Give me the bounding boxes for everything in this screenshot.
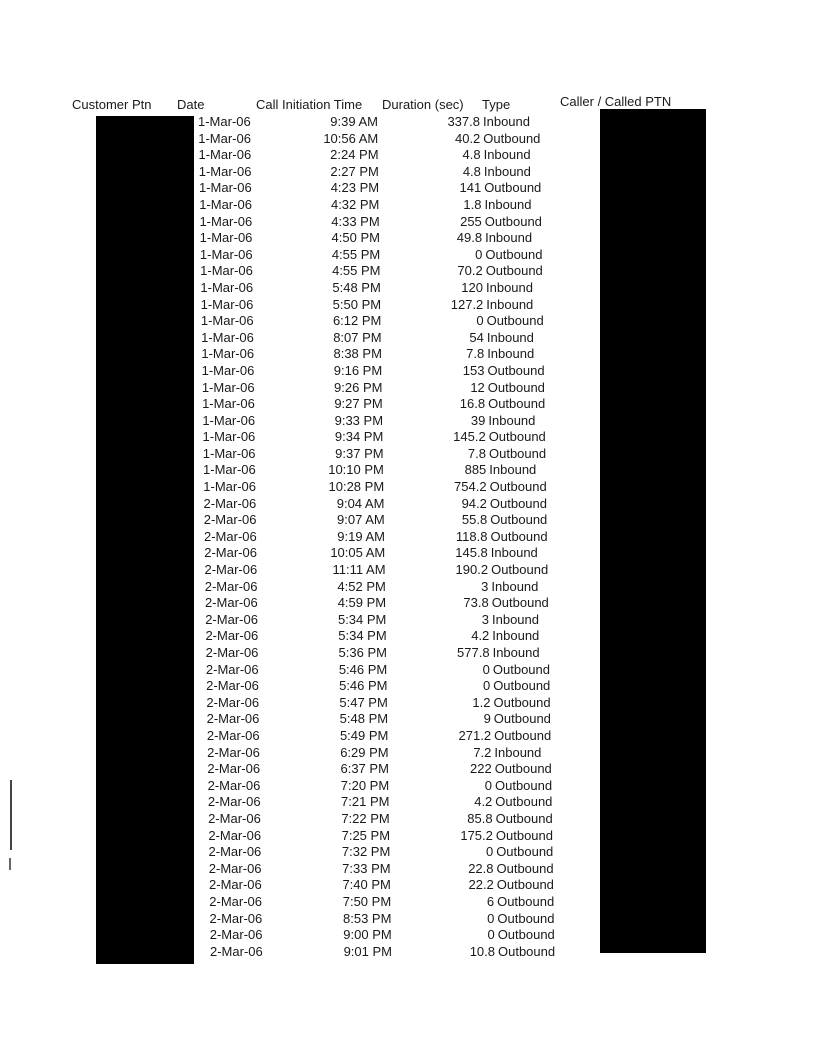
cell-duration: 85.8	[467, 810, 493, 826]
table-row	[0, 927, 814, 944]
cell-type: Inbound	[483, 114, 530, 129]
cell-date: 2-Mar-06	[204, 545, 257, 561]
table-row	[0, 728, 814, 745]
cell-duration: 4.8	[462, 163, 481, 179]
cell-call-time: 6:29 PM	[340, 744, 389, 760]
cell-date: 1-Mar-06	[198, 163, 252, 179]
table-row	[0, 778, 814, 795]
cell-date: 2-Mar-06	[207, 794, 261, 810]
table-row	[0, 761, 814, 778]
cell-duration: 141	[459, 180, 482, 196]
cell-duration: 127.2	[450, 296, 484, 312]
cell-date: 2-Mar-06	[203, 495, 257, 511]
cell-date: 1-Mar-06	[201, 362, 255, 378]
cell-call-time: 5:48 PM	[332, 279, 381, 295]
cell-duration: 12	[470, 379, 485, 395]
cell-call-time: 6:37 PM	[340, 761, 389, 777]
cell-duration: 40.2	[454, 130, 481, 146]
cell-call-time: 4:50 PM	[331, 230, 380, 246]
cell-call-time: 2:24 PM	[330, 147, 379, 163]
cell-duration: 49.8	[456, 230, 483, 246]
cell-date: 1-Mar-06	[201, 346, 255, 362]
cell-call-time: 10:56 AM	[323, 130, 379, 146]
cell-date: 2-Mar-06	[208, 860, 262, 876]
cell-call-time: 7:20 PM	[340, 777, 390, 793]
cell-call-time: 5:46 PM	[339, 678, 388, 694]
cell-duration: 0	[487, 927, 495, 943]
table-row	[0, 595, 814, 612]
cell-type: Outbound	[495, 777, 553, 793]
table-row	[0, 612, 814, 629]
cell-duration: 9	[483, 711, 491, 727]
cell-type: Inbound	[489, 462, 537, 478]
cell-duration: 7.8	[466, 346, 485, 362]
cell-date: 1-Mar-06	[198, 180, 252, 196]
cell-type: Inbound	[494, 744, 542, 760]
table-row	[0, 396, 814, 413]
cell-type: Outbound	[483, 130, 541, 146]
cell-call-time: 5:34 PM	[337, 611, 387, 627]
table-row	[0, 147, 814, 164]
table-row	[0, 645, 814, 662]
cell-duration: 153	[462, 362, 485, 378]
table-row	[0, 180, 814, 197]
table-row	[0, 662, 814, 679]
cell-type: Outbound	[484, 213, 542, 229]
cell-call-time: 7:50 PM	[342, 893, 392, 909]
cell-type: Outbound	[489, 479, 547, 495]
table-row	[0, 380, 814, 397]
cell-duration: 1.8	[463, 196, 482, 212]
cell-date: 2-Mar-06	[207, 744, 260, 760]
table-row	[0, 479, 814, 496]
cell-date: 1-Mar-06	[200, 296, 254, 312]
header-type: Type	[482, 97, 511, 112]
cell-type: Inbound	[483, 163, 531, 179]
cell-duration: 7.2	[473, 744, 492, 760]
table-row	[0, 313, 814, 330]
cell-type: Inbound	[485, 230, 533, 246]
cell-date: 2-Mar-06	[207, 777, 261, 793]
cell-date: 2-Mar-06	[204, 595, 258, 611]
cell-type: Outbound	[488, 429, 546, 445]
cell-duration: 70.2	[457, 263, 483, 279]
cell-call-time: 5:46 PM	[338, 661, 388, 677]
table-row	[0, 711, 814, 728]
cell-type: Inbound	[486, 296, 534, 312]
cell-type: Outbound	[484, 180, 542, 196]
cell-type: Outbound	[494, 727, 552, 743]
cell-duration: 118.8	[455, 528, 488, 544]
header-customer-ptn: Customer Ptn	[72, 97, 152, 112]
cell-call-time: 4:32 PM	[330, 196, 380, 212]
cell-duration: 885	[464, 462, 487, 478]
cell-call-time: 7:32 PM	[341, 844, 391, 860]
cell-type: Outbound	[497, 910, 555, 926]
cell-type: Outbound	[487, 379, 545, 395]
cell-type: Outbound	[496, 877, 554, 893]
cell-call-time: 8:07 PM	[333, 329, 382, 345]
cell-call-time: 2:27 PM	[330, 163, 379, 179]
cell-call-time: 4:55 PM	[331, 246, 381, 262]
cell-call-time: 9:33 PM	[334, 412, 384, 428]
cell-call-time: 11:11 AM	[332, 562, 386, 578]
cell-type: Inbound	[490, 545, 538, 561]
cell-date: 2-Mar-06	[206, 711, 260, 727]
cell-call-time: 5:50 PM	[332, 296, 382, 312]
cell-call-time: 5:49 PM	[339, 727, 389, 743]
cell-date: 1-Mar-06	[199, 246, 253, 262]
cell-call-time: 10:05 AM	[330, 545, 386, 561]
cell-date: 2-Mar-06	[210, 943, 263, 959]
cell-duration: 120	[461, 279, 483, 295]
cell-date: 2-Mar-06	[204, 528, 257, 544]
table-row	[0, 263, 814, 280]
header-date: Date	[177, 97, 205, 112]
header-caller-called-ptn: Caller / Called PTN	[560, 94, 672, 109]
cell-call-time: 9:00 PM	[343, 927, 392, 943]
cell-duration: 3	[481, 611, 489, 627]
cell-date: 1-Mar-06	[202, 429, 256, 445]
cell-duration: 4.8	[462, 147, 481, 163]
cell-call-time: 4:59 PM	[337, 595, 387, 611]
scan-artifact	[9, 858, 11, 870]
cell-type: Outbound	[485, 246, 543, 262]
table-row	[0, 214, 814, 231]
cell-date: 2-Mar-06	[208, 844, 262, 860]
cell-type: Inbound	[492, 645, 540, 660]
scan-artifact	[10, 780, 12, 850]
table-row	[0, 462, 814, 479]
cell-duration: 94.2	[461, 495, 487, 511]
cell-date: 1-Mar-06	[202, 445, 256, 461]
cell-call-time: 9:39 AM	[330, 114, 378, 129]
cell-duration: 145.8	[455, 545, 488, 561]
cell-call-time: 9:01 PM	[343, 943, 392, 959]
cell-type: Outbound	[494, 761, 552, 777]
cell-duration: 754.2	[454, 479, 487, 495]
cell-date: 1-Mar-06	[201, 379, 255, 395]
cell-call-time: 7:21 PM	[341, 794, 390, 810]
cell-date: 2-Mar-06	[206, 678, 259, 694]
cell-call-time: 9:04 AM	[336, 495, 385, 511]
table-row	[0, 529, 814, 546]
cell-date: 2-Mar-06	[209, 893, 263, 909]
cell-duration: 0	[485, 844, 494, 860]
cell-duration: 3	[481, 578, 489, 594]
table-row	[0, 164, 814, 181]
cell-duration: 4.2	[474, 794, 493, 810]
cell-duration: 0	[482, 661, 490, 677]
cell-type: Outbound	[487, 362, 545, 378]
cell-duration: 1.2	[472, 694, 491, 710]
cell-duration: 0	[484, 777, 492, 793]
cell-call-time: 7:40 PM	[342, 877, 391, 893]
cell-date: 1-Mar-06	[199, 213, 253, 229]
cell-call-time: 6:12 PM	[332, 313, 382, 329]
table-row	[0, 330, 814, 347]
cell-type: Outbound	[495, 794, 553, 810]
cell-type: Inbound	[484, 196, 532, 212]
cell-call-time: 4:23 PM	[330, 180, 380, 196]
cell-call-time: 9:27 PM	[334, 396, 383, 412]
cell-type: Outbound	[493, 678, 551, 694]
cell-call-time: 9:26 PM	[334, 379, 383, 395]
cell-type: Outbound	[490, 512, 548, 528]
table-row	[0, 512, 814, 529]
cell-call-time: 4:33 PM	[331, 213, 380, 229]
cell-duration: 0	[482, 678, 491, 694]
table-row	[0, 197, 814, 214]
table-row	[0, 944, 814, 961]
cell-date: 2-Mar-06	[209, 877, 262, 893]
cell-date: 1-Mar-06	[203, 462, 256, 478]
cell-date: 1-Mar-06	[200, 263, 253, 279]
cell-type: Outbound	[491, 562, 549, 578]
cell-duration: 22.2	[468, 877, 494, 893]
cell-duration: 222	[469, 761, 492, 777]
table-row	[0, 114, 814, 131]
cell-duration: 22.8	[468, 860, 494, 876]
cell-duration: 0	[476, 313, 484, 329]
cell-call-time: 4:55 PM	[332, 263, 381, 279]
cell-duration: 16.8	[459, 396, 486, 412]
cell-type: Outbound	[492, 661, 550, 677]
header-call-initiation-time: Call Initiation Time	[256, 97, 363, 112]
cell-type: Inbound	[483, 147, 531, 163]
table-row	[0, 297, 814, 314]
cell-type: Outbound	[496, 844, 554, 860]
cell-type: Inbound	[487, 346, 535, 362]
cell-duration: 55.8	[461, 512, 488, 528]
cell-date: 1-Mar-06	[199, 230, 253, 246]
cell-date: 2-Mar-06	[208, 810, 261, 826]
table-row	[0, 413, 814, 430]
cell-date: 1-Mar-06	[200, 313, 254, 329]
cell-duration: 190.2	[455, 562, 489, 578]
cell-call-time: 5:34 PM	[338, 628, 387, 644]
cell-duration: 145.2	[453, 429, 486, 445]
cell-duration: 271.2	[458, 727, 492, 743]
cell-duration: 4.2	[471, 628, 490, 644]
cell-call-time: 8:53 PM	[343, 910, 392, 926]
cell-type: Outbound	[495, 827, 553, 843]
table-row	[0, 496, 814, 513]
table-row	[0, 579, 814, 596]
table-row	[0, 794, 814, 811]
table-row	[0, 562, 814, 579]
cell-duration: 73.8	[463, 595, 489, 611]
cell-call-time: 5:47 PM	[339, 694, 388, 710]
cell-type: Outbound	[491, 595, 549, 611]
cell-date: 2-Mar-06	[205, 628, 259, 644]
cell-date: 2-Mar-06	[205, 661, 259, 677]
table-row	[0, 695, 814, 712]
cell-call-time: 5:48 PM	[339, 711, 389, 727]
table-row	[0, 877, 814, 894]
cell-duration: 6	[486, 893, 495, 909]
table-row	[0, 131, 814, 148]
table-row	[0, 678, 814, 695]
cell-type: Inbound	[486, 279, 533, 295]
cell-date: 1-Mar-06	[202, 396, 255, 412]
cell-duration: 39	[470, 412, 486, 428]
cell-type: Inbound	[488, 412, 536, 428]
cell-duration: 577.8	[457, 645, 490, 660]
cell-date: 2-Mar-06	[207, 761, 261, 777]
cell-date: 1-Mar-06	[199, 196, 252, 212]
cell-type: Outbound	[498, 943, 556, 959]
cell-date: 2-Mar-06	[206, 694, 260, 710]
cell-call-time: 7:33 PM	[342, 860, 391, 876]
cell-call-time: 9:37 PM	[335, 445, 384, 461]
cell-call-time: 9:16 PM	[333, 362, 383, 378]
table-row	[0, 346, 814, 363]
cell-duration: 255	[460, 213, 482, 229]
cell-type: Inbound	[492, 611, 539, 627]
cell-type: Outbound	[493, 711, 551, 727]
cell-duration: 7.8	[467, 445, 486, 461]
cell-type: Outbound	[489, 445, 547, 461]
cell-type: Outbound	[489, 495, 547, 511]
cell-type: Outbound	[488, 396, 546, 412]
cell-duration: 54	[469, 329, 484, 345]
cell-duration: 0	[487, 910, 495, 926]
cell-type: Inbound	[492, 628, 540, 644]
cell-call-time: 10:28 PM	[328, 479, 385, 495]
cell-date: 2-Mar-06	[209, 910, 263, 926]
cell-type: Outbound	[496, 860, 554, 876]
table-row	[0, 545, 814, 562]
table-row	[0, 230, 814, 247]
call-log-table	[0, 114, 814, 960]
cell-call-time: 7:22 PM	[341, 810, 390, 826]
cell-date: 1-Mar-06	[203, 479, 257, 495]
cell-date: 2-Mar-06	[203, 512, 257, 528]
cell-type: Outbound	[486, 313, 544, 329]
cell-date: 2-Mar-06	[204, 562, 258, 578]
cell-call-time: 9:19 AM	[337, 528, 385, 544]
cell-duration: 175.2	[460, 827, 493, 843]
cell-call-time: 7:25 PM	[341, 827, 391, 843]
cell-type: Outbound	[497, 893, 555, 909]
cell-type: Outbound	[490, 528, 548, 544]
cell-call-time: 9:07 AM	[337, 512, 385, 528]
table-row	[0, 861, 814, 878]
cell-call-time: 10:10 PM	[328, 462, 384, 478]
cell-date: 1-Mar-06	[202, 412, 256, 428]
cell-date: 1-Mar-06	[198, 147, 252, 163]
table-row	[0, 280, 814, 297]
cell-type: Inbound	[491, 578, 539, 594]
header-duration: Duration (sec)	[382, 97, 464, 112]
table-row	[0, 844, 814, 861]
cell-duration: 10.8	[469, 943, 495, 959]
table-row	[0, 247, 814, 264]
table-row	[0, 429, 814, 446]
cell-type: Outbound	[493, 694, 551, 710]
cell-date: 2-Mar-06	[209, 927, 263, 943]
cell-type: Outbound	[485, 263, 543, 279]
cell-date: 2-Mar-06	[205, 645, 259, 660]
cell-type: Outbound	[497, 927, 555, 943]
cell-date: 1-Mar-06	[201, 329, 254, 345]
cell-date: 1-Mar-06	[198, 130, 251, 146]
cell-date: 2-Mar-06	[204, 578, 258, 594]
table-row	[0, 911, 814, 928]
table-row	[0, 446, 814, 463]
cell-call-time: 9:34 PM	[334, 429, 384, 445]
cell-call-time: 4:52 PM	[337, 578, 386, 594]
table-row	[0, 363, 814, 380]
table-row	[0, 811, 814, 828]
table-row	[0, 828, 814, 845]
cell-date: 1-Mar-06	[200, 279, 254, 295]
cell-duration: 0	[475, 246, 483, 262]
cell-date: 2-Mar-06	[206, 727, 260, 743]
cell-type: Inbound	[486, 329, 534, 345]
cell-type: Outbound	[495, 810, 553, 826]
cell-call-time: 8:38 PM	[333, 346, 382, 362]
cell-call-time: 5:36 PM	[338, 645, 387, 660]
cell-date: 2-Mar-06	[208, 827, 262, 843]
table-row	[0, 745, 814, 762]
cell-date: 1-Mar-06	[198, 114, 251, 129]
table-row	[0, 628, 814, 645]
cell-duration: 337.8	[447, 114, 480, 129]
cell-date: 2-Mar-06	[205, 611, 258, 627]
table-row	[0, 894, 814, 911]
